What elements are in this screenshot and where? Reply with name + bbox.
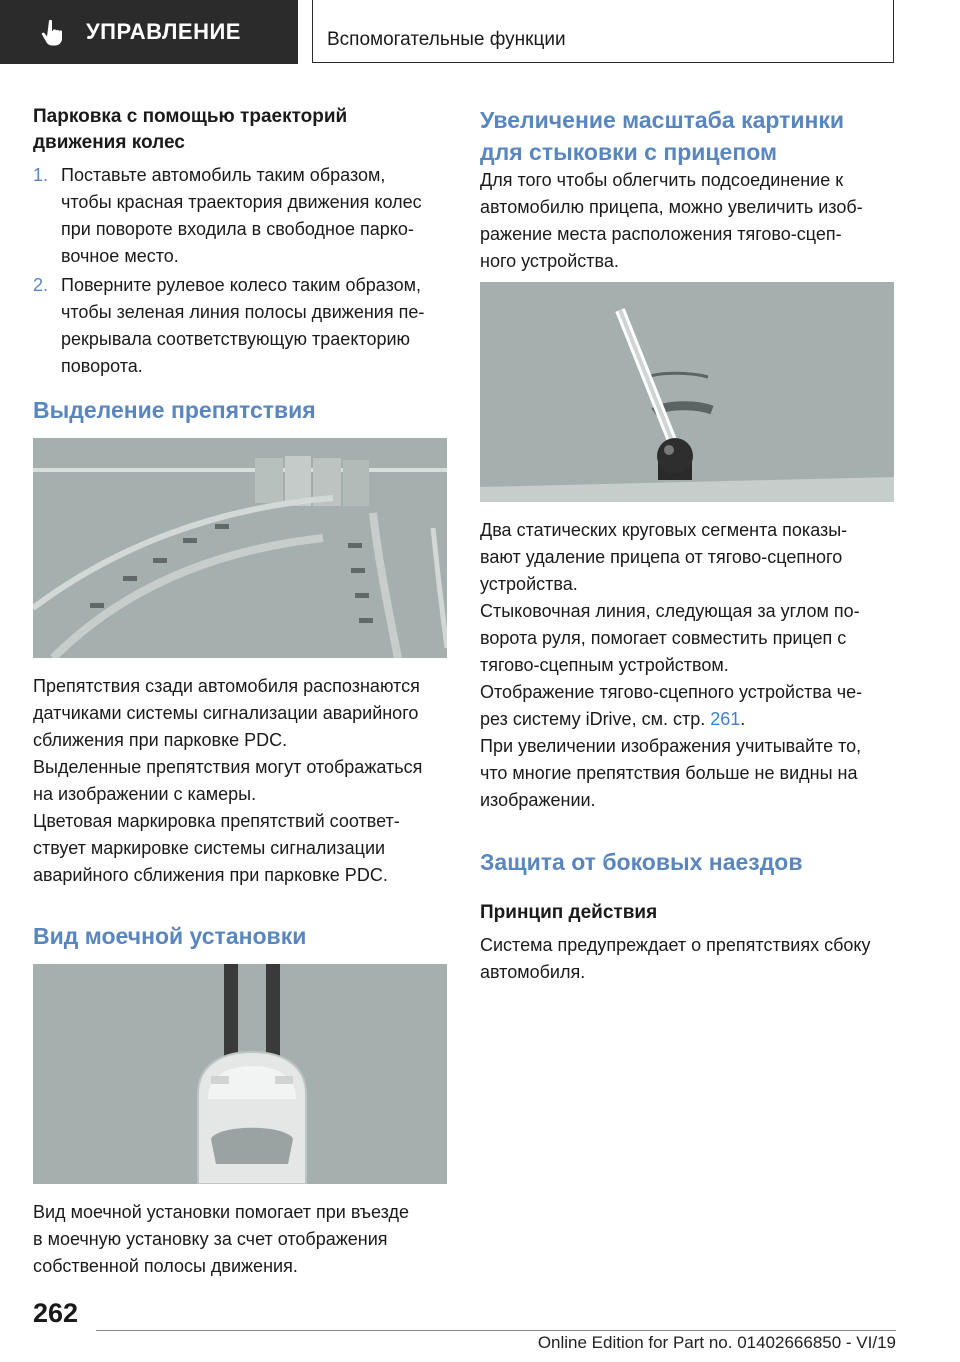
trailer-zoom-heading: Увеличение масштаба картинки для стыковки с прицепом bbox=[480, 107, 845, 165]
segments-para: Два статических круговых сегмента показы- вают удаление прицепа от тягово-сцепного устройства. bbox=[480, 520, 848, 594]
obstacle-para-3: Цветовая маркировка препятствий соответ- ствует маркировке системы сигнализации аварийного сближения при парковке PDC. bbox=[33, 811, 400, 885]
zoom-note-para: При увеличении изображения учитывайте то, что многие препятствия больше не видны на изображении. bbox=[480, 736, 862, 810]
idrive-text: Отображение тягово-сцепного устройства че- рез систему iDrive, см. стр. bbox=[480, 682, 863, 729]
footer-divider bbox=[96, 1330, 896, 1331]
obstacle-para-2: Выделенные препятствия могут отображаться на изображении с камеры. bbox=[33, 757, 423, 804]
trailer-zoom-para: Для того чтобы облегчить подсоединение к автомобилю прицепа, можно увеличить изоб- ражение места расположения тягово-сцеп- ного устройства. bbox=[480, 170, 863, 271]
obstacle-para-1: Препятствия сзади автомобиля распознаются датчиками системы сигнализации аварийного сближения при парковке PDC. bbox=[33, 676, 420, 750]
principle-para: Система предупреждает о препятствиях сбоку автомобиля. bbox=[480, 935, 871, 982]
header-title-box bbox=[312, 0, 894, 63]
page-number: 262 bbox=[33, 1298, 79, 1328]
step-2-text: Поверните рулевое колесо таким образом, чтобы зеленая линия полосы движения пе- рекрывала соответствующую траекторию поворота. bbox=[61, 275, 425, 376]
step-2-number: 2. bbox=[33, 275, 49, 295]
idrive-para bbox=[480, 679, 900, 733]
header-page-title: Вспомогательные функции bbox=[327, 29, 566, 50]
carwash-heading: Вид моечной установки bbox=[33, 923, 307, 949]
header-section-tab bbox=[0, 0, 298, 64]
trailer-hitch-figure bbox=[480, 282, 894, 502]
side-protection-heading: Защита от боковых наездов bbox=[480, 849, 803, 875]
parking-trajectory-heading: Парковка с помощью траекторий движения колес bbox=[33, 106, 348, 153]
idrive-end: . bbox=[740, 709, 746, 729]
carwash-para: Вид моечной установки помогает при въезде в моечную установку за счет отображения собственной полосы движения. bbox=[33, 1202, 410, 1276]
obstacle-heading: Выделение препятствия bbox=[33, 397, 316, 423]
header-section-label: УПРАВЛЕНИЕ bbox=[86, 19, 241, 44]
carwash-view-figure bbox=[33, 964, 447, 1184]
obstacle-highlight-figure bbox=[33, 438, 447, 658]
pointing-hand-icon bbox=[38, 18, 68, 48]
footer-edition: Online Edition for Part no. 01402666850 - VI/19 bbox=[537, 1333, 896, 1352]
docking-line-para: Стыковочная линия, следующая за углом по- ворота руля, помогает совместить прицеп с тягово-сцепным устройством. bbox=[480, 601, 860, 675]
step-1-text: Поставьте автомобиль таким образом, чтобы красная траектория движения колес при повороте входила в свободное парко- вочное место. bbox=[61, 165, 422, 266]
step-1-number: 1. bbox=[33, 165, 49, 185]
page-261-link[interactable]: 261 bbox=[710, 709, 741, 729]
principle-heading: Принцип действия bbox=[480, 902, 658, 923]
